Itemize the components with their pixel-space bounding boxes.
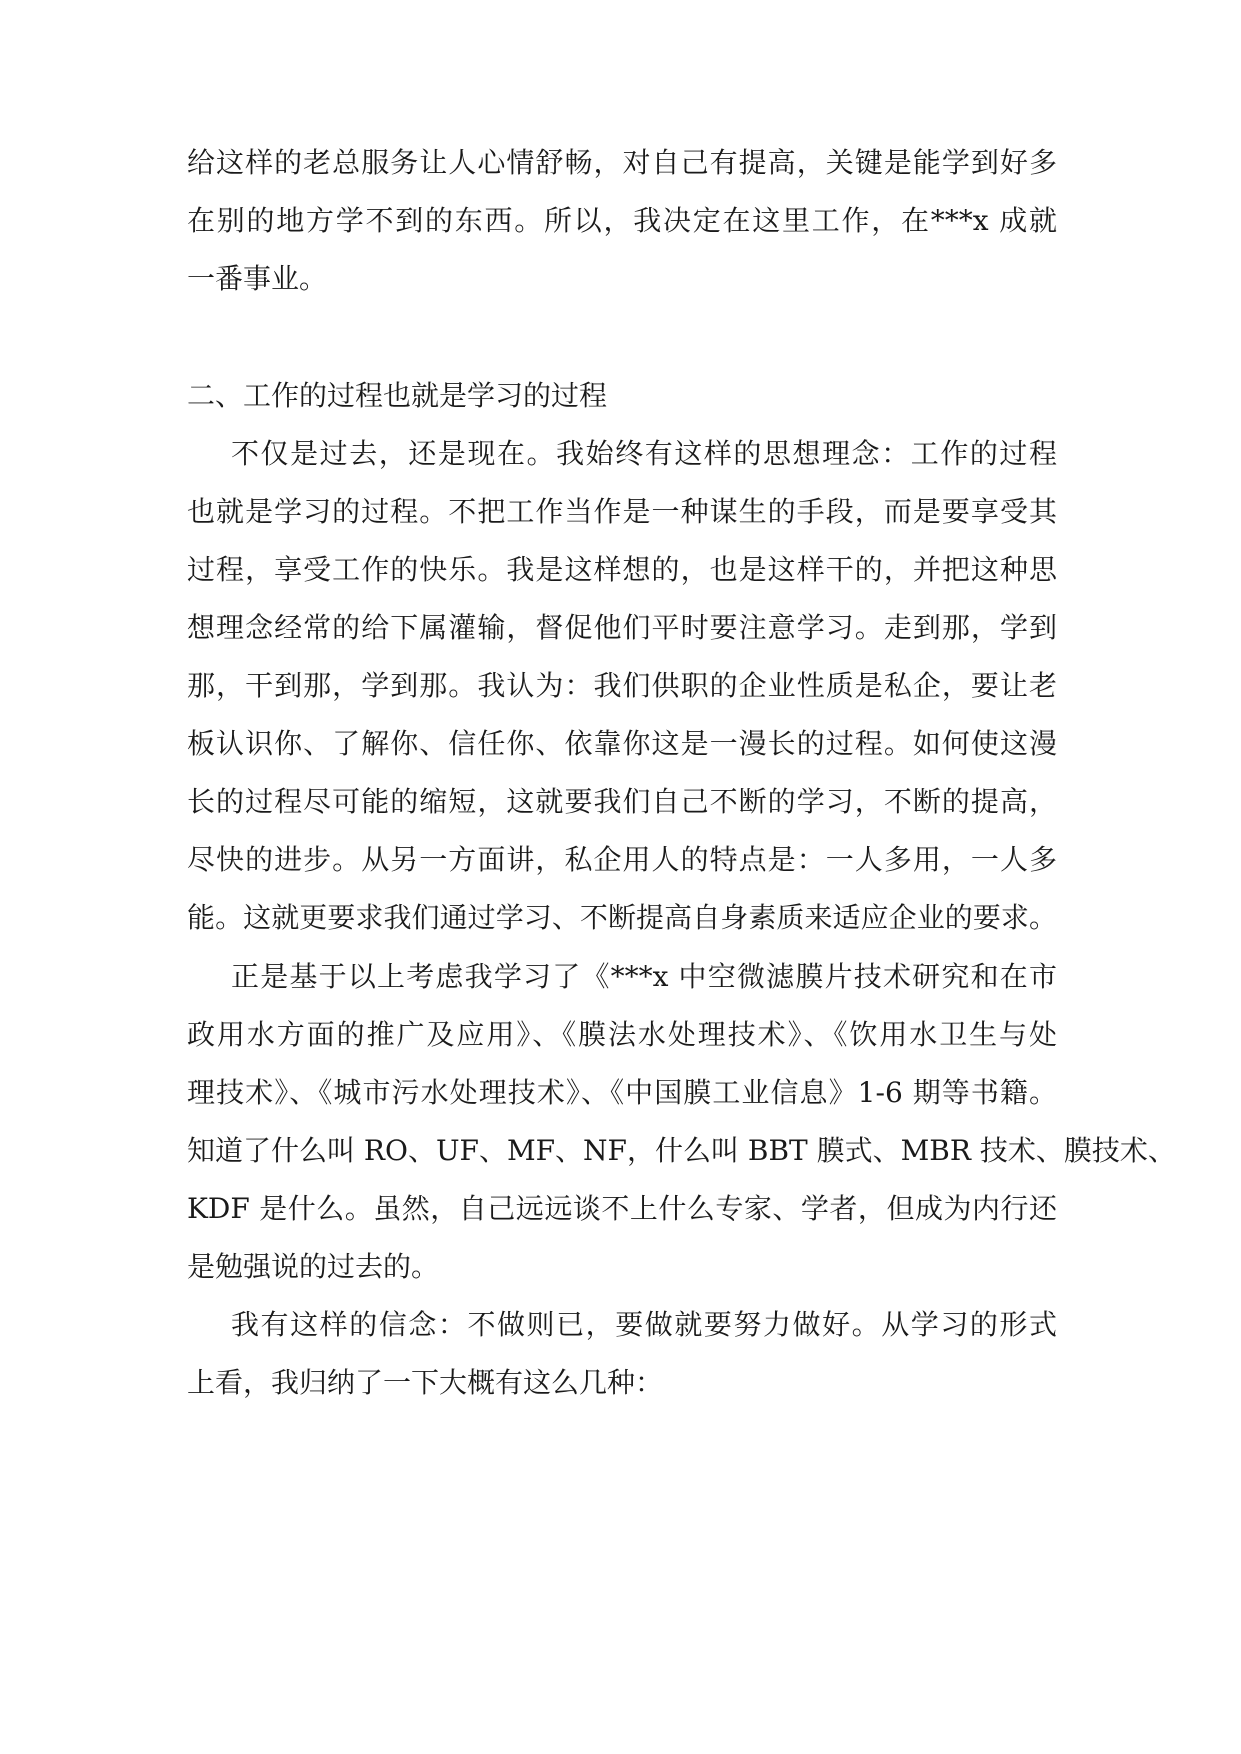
paragraph-line: 能。这就更要求我们通过学习、不断提高自身素质来适应企业的要求。	[187, 901, 1057, 934]
paragraph-line: 那，干到那，学到那。我认为：我们供职的企业性质是私企，要让老	[187, 669, 1057, 702]
section-heading: 二、工作的过程也就是学习的过程	[187, 379, 608, 412]
paragraph-line: 是勉强说的过去的。	[187, 1250, 440, 1283]
paragraph-line: 也就是学习的过程。不把工作当作是一种谋生的手段，而是要享受其	[187, 495, 1057, 528]
paragraph-line: 我有这样的信念：不做则已，要做就要努力做好。从学习的形式	[231, 1308, 1057, 1341]
paragraph-line: 一番事业。	[187, 262, 328, 295]
paragraph-line: 长的过程尽可能的缩短，这就要我们自己不断的学习，不断的提高，	[187, 785, 1057, 818]
paragraph-line: 理技术》、《城市污水处理技术》、《中国膜工业信息》1-6 期等书籍。	[187, 1076, 1057, 1109]
paragraph-line: KDF 是什么。虽然，自己远远谈不上什么专家、学者，但成为内行还	[187, 1192, 1057, 1225]
paragraph-line: 想理念经常的给下属灌输，督促他们平时要注意学习。走到那，学到	[187, 611, 1057, 644]
paragraph-line: 板认识你、了解你、信任你、依靠你这是一漫长的过程。如何使这漫	[187, 727, 1057, 760]
paragraph-line: 在别的地方学不到的东西。所以，我决定在这里工作，在***x 成就	[187, 204, 1057, 237]
paragraph-line: 给这样的老总服务让人心情舒畅，对自己有提高，关键是能学到好多	[187, 146, 1057, 179]
paragraph-line: 正是基于以上考虑我学习了《***x 中空微滤膜片技术研究和在市	[231, 960, 1057, 993]
paragraph-line: 上看，我归纳了一下大概有这么几种：	[187, 1366, 664, 1399]
paragraph-line: 尽快的进步。从另一方面讲，私企用人的特点是：一人多用，一人多	[187, 843, 1057, 876]
paragraph-line: 知道了什么叫 RO、UF、MF、NF，什么叫 BBT 膜式、MBR 技术、膜技术、	[187, 1134, 1176, 1167]
paragraph-line: 过程，享受工作的快乐。我是这样想的，也是这样干的，并把这种思	[187, 553, 1057, 586]
paragraph-line: 不仅是过去，还是现在。我始终有这样的思想理念：工作的过程	[231, 437, 1057, 470]
paragraph-line: 政用水方面的推广及应用》、《膜法水处理技术》、《饮用水卫生与处	[187, 1018, 1057, 1051]
